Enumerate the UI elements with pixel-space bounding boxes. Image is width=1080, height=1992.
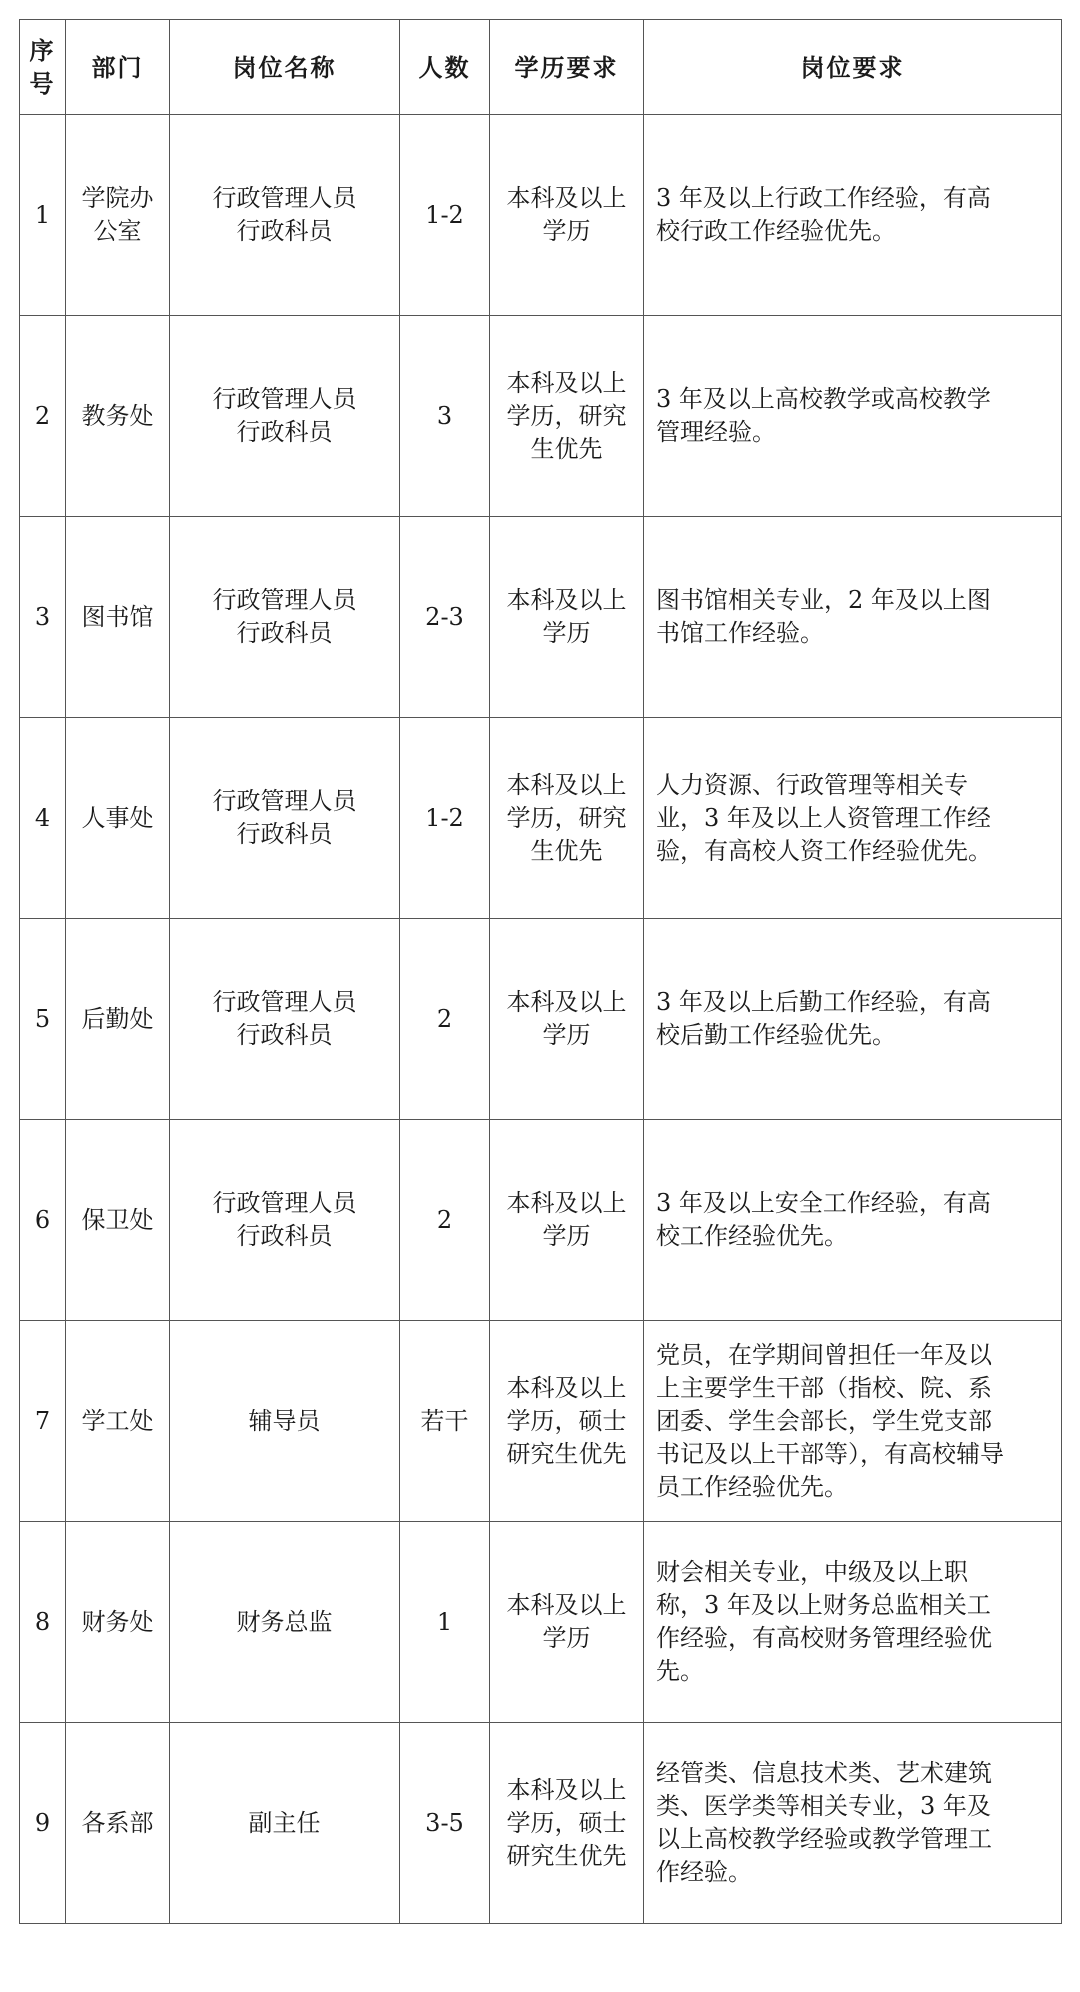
cell-dept-line: 财务处 [81, 1607, 154, 1636]
cell-position-line: 行政科员 [236, 1021, 333, 1049]
table-row [20, 718, 1062, 919]
cell-education-line: 本科及以上 [506, 184, 627, 212]
cell-education-line: 本科及以上 [506, 1189, 627, 1217]
cell-requirements-line: 党员，在学期间曾担任一年及以 [656, 1340, 992, 1369]
cell-requirements-line: 3 年及以上安全工作经验，有高 [656, 1189, 991, 1217]
cell-education-line: 本科及以上 [506, 368, 627, 397]
cell-requirements-line: 人力资源、行政管理等相关专 [656, 770, 968, 799]
cell-no: 5 [20, 919, 66, 1120]
cell-position-line: 行政管理人员 [212, 988, 357, 1016]
cell-requirements-line: 作经验，有高校财务管理经验优 [656, 1624, 992, 1652]
cell-requirements-line: 作经验。 [656, 1858, 752, 1886]
cell-education [490, 718, 644, 919]
cell-education-line: 学历 [542, 1021, 591, 1049]
cell-dept-line: 图书馆 [81, 602, 154, 631]
cell-education-line: 学历，研究 [506, 803, 627, 832]
cell-requirements-line: 书馆工作经验。 [656, 619, 824, 647]
cell-education-line: 本科及以上 [506, 586, 627, 614]
cell-education [490, 316, 644, 517]
cell-requirements [644, 718, 1062, 919]
cell-position-line: 副主任 [248, 1808, 321, 1837]
cell-position-line: 行政管理人员 [212, 1189, 357, 1217]
cell-count: 1-2 [400, 115, 490, 316]
cell-requirements-line: 业，3 年及以上人资管理工作经 [656, 803, 991, 832]
header-position: 岗位名称 [170, 20, 400, 115]
table-row [20, 1120, 1062, 1321]
cell-requirements [644, 1723, 1062, 1924]
cell-requirements-line: 3 年及以上行政工作经验，有高 [656, 184, 991, 212]
cell-education [490, 1321, 644, 1522]
cell-education-line: 生优先 [530, 434, 603, 463]
cell-dept-line: 学院办 [81, 184, 154, 212]
cell-position [170, 718, 400, 919]
cell-requirements [644, 517, 1062, 718]
cell-dept-line: 后勤处 [81, 1004, 154, 1033]
cell-requirements-line: 管理经验。 [656, 418, 776, 446]
cell-dept [66, 1120, 170, 1321]
cell-education-line: 本科及以上 [506, 1373, 627, 1402]
cell-requirements-line: 类、医学类等相关专业，3 年及 [656, 1792, 991, 1820]
cell-count: 2 [400, 919, 490, 1120]
cell-education-line: 学历，硕士 [506, 1808, 627, 1837]
positions-table [19, 19, 1062, 1924]
cell-position [170, 919, 400, 1120]
cell-position-line: 行政管理人员 [212, 586, 357, 614]
header-education: 学历要求 [490, 20, 644, 115]
cell-education-line: 本科及以上 [506, 1591, 627, 1619]
cell-no: 1 [20, 115, 66, 316]
cell-position [170, 517, 400, 718]
cell-requirements-line: 称，3 年及以上财务总监相关工 [656, 1591, 991, 1619]
cell-position-line: 行政科员 [236, 217, 333, 245]
table-header-row [20, 20, 1062, 115]
cell-education-line: 本科及以上 [506, 988, 627, 1016]
cell-position-line: 行政管理人员 [212, 787, 357, 815]
cell-position-line: 行政科员 [236, 619, 333, 647]
cell-dept [66, 316, 170, 517]
cell-requirements-line: 验，有高校人资工作经验优先。 [656, 836, 992, 865]
cell-dept [66, 1723, 170, 1924]
cell-requirements [644, 1120, 1062, 1321]
cell-requirements-line: 以上高校教学经验或教学管理工 [656, 1825, 992, 1853]
cell-dept-line: 各系部 [81, 1808, 154, 1837]
header-no-line1: 序 [29, 36, 56, 65]
header-no [20, 20, 66, 115]
cell-position [170, 1120, 400, 1321]
header-dept: 部门 [66, 20, 170, 115]
header-count: 人数 [400, 20, 490, 115]
cell-education-line: 本科及以上 [506, 1775, 627, 1804]
cell-education-line: 研究生优先 [506, 1841, 627, 1870]
cell-no: 2 [20, 316, 66, 517]
cell-position [170, 1321, 400, 1522]
cell-requirements [644, 115, 1062, 316]
cell-count: 1 [400, 1522, 490, 1723]
cell-education [490, 115, 644, 316]
cell-education-line: 生优先 [530, 836, 603, 865]
cell-education-line: 学历 [542, 619, 591, 647]
cell-no: 3 [20, 517, 66, 718]
cell-position-line: 辅导员 [248, 1406, 321, 1435]
cell-dept-line: 公室 [93, 217, 142, 245]
cell-count: 1-2 [400, 718, 490, 919]
cell-position [170, 1723, 400, 1924]
cell-requirements-line: 经管类、信息技术类、艺术建筑 [656, 1759, 992, 1787]
cell-dept [66, 1522, 170, 1723]
cell-position-line: 行政管理人员 [212, 385, 357, 413]
cell-requirements [644, 919, 1062, 1120]
cell-count: 若干 [400, 1321, 490, 1522]
cell-count: 2-3 [400, 517, 490, 718]
cell-no: 8 [20, 1522, 66, 1723]
table-row [20, 115, 1062, 316]
header-no-line2: 号 [29, 69, 56, 98]
cell-dept-line: 学工处 [81, 1406, 154, 1435]
table-row [20, 1522, 1062, 1723]
cell-position-line: 行政科员 [236, 820, 333, 848]
cell-position [170, 316, 400, 517]
cell-requirements-line: 团委、学生会部长，学生党支部 [656, 1406, 992, 1435]
recruitment-document [19, 19, 1061, 1924]
table-body [20, 115, 1062, 1924]
cell-education [490, 919, 644, 1120]
cell-dept [66, 718, 170, 919]
cell-requirements-line: 图书馆相关专业，2 年及以上图 [656, 586, 991, 614]
cell-requirements-line: 书记及以上干部等），有高校辅导 [656, 1439, 1004, 1468]
cell-education [490, 1522, 644, 1723]
cell-no: 7 [20, 1321, 66, 1522]
cell-dept [66, 115, 170, 316]
cell-position [170, 115, 400, 316]
cell-requirements-line: 3 年及以上高校教学或高校教学 [656, 385, 991, 413]
cell-education-line: 本科及以上 [506, 770, 627, 799]
cell-education-line: 学历 [542, 1222, 591, 1250]
cell-requirements-line: 校行政工作经验优先。 [656, 217, 896, 245]
cell-education [490, 1120, 644, 1321]
cell-dept [66, 517, 170, 718]
cell-count: 3 [400, 316, 490, 517]
cell-requirements [644, 1522, 1062, 1723]
cell-requirements-line: 财会相关专业，中级及以上职 [656, 1558, 968, 1586]
cell-dept-line: 保卫处 [81, 1205, 154, 1234]
table-row [20, 517, 1062, 718]
cell-dept [66, 919, 170, 1120]
cell-requirements-line: 校工作经验优先。 [656, 1222, 848, 1250]
cell-no: 4 [20, 718, 66, 919]
table-row [20, 1321, 1062, 1522]
cell-education [490, 1723, 644, 1924]
cell-dept-line: 教务处 [81, 401, 154, 430]
table-row [20, 1723, 1062, 1924]
cell-requirements-line: 校后勤工作经验优先。 [656, 1021, 896, 1049]
cell-position-line: 行政科员 [236, 1222, 333, 1250]
cell-position-line: 行政管理人员 [212, 184, 357, 212]
table-row [20, 919, 1062, 1120]
cell-requirements-line: 先。 [656, 1657, 704, 1685]
cell-dept-line: 人事处 [81, 803, 154, 832]
cell-no: 9 [20, 1723, 66, 1924]
cell-education-line: 学历，硕士 [506, 1406, 627, 1435]
cell-education-line: 学历，研究 [506, 401, 627, 430]
cell-requirements-line: 员工作经验优先。 [656, 1472, 848, 1501]
cell-position [170, 1522, 400, 1723]
table-row [20, 316, 1062, 517]
cell-count: 2 [400, 1120, 490, 1321]
cell-education-line: 研究生优先 [506, 1439, 627, 1468]
cell-education-line: 学历 [542, 1624, 591, 1652]
cell-education-line: 学历 [542, 217, 591, 245]
header-requirements: 岗位要求 [644, 20, 1062, 115]
cell-education [490, 517, 644, 718]
cell-requirements [644, 1321, 1062, 1522]
cell-position-line: 财务总监 [236, 1607, 333, 1636]
cell-requirements-line: 上主要学生干部（指校、院、系 [656, 1373, 992, 1402]
cell-requirements-line: 3 年及以上后勤工作经验，有高 [656, 988, 991, 1016]
cell-no: 6 [20, 1120, 66, 1321]
cell-requirements [644, 316, 1062, 517]
cell-position-line: 行政科员 [236, 418, 333, 446]
cell-dept [66, 1321, 170, 1522]
cell-count: 3-5 [400, 1723, 490, 1924]
